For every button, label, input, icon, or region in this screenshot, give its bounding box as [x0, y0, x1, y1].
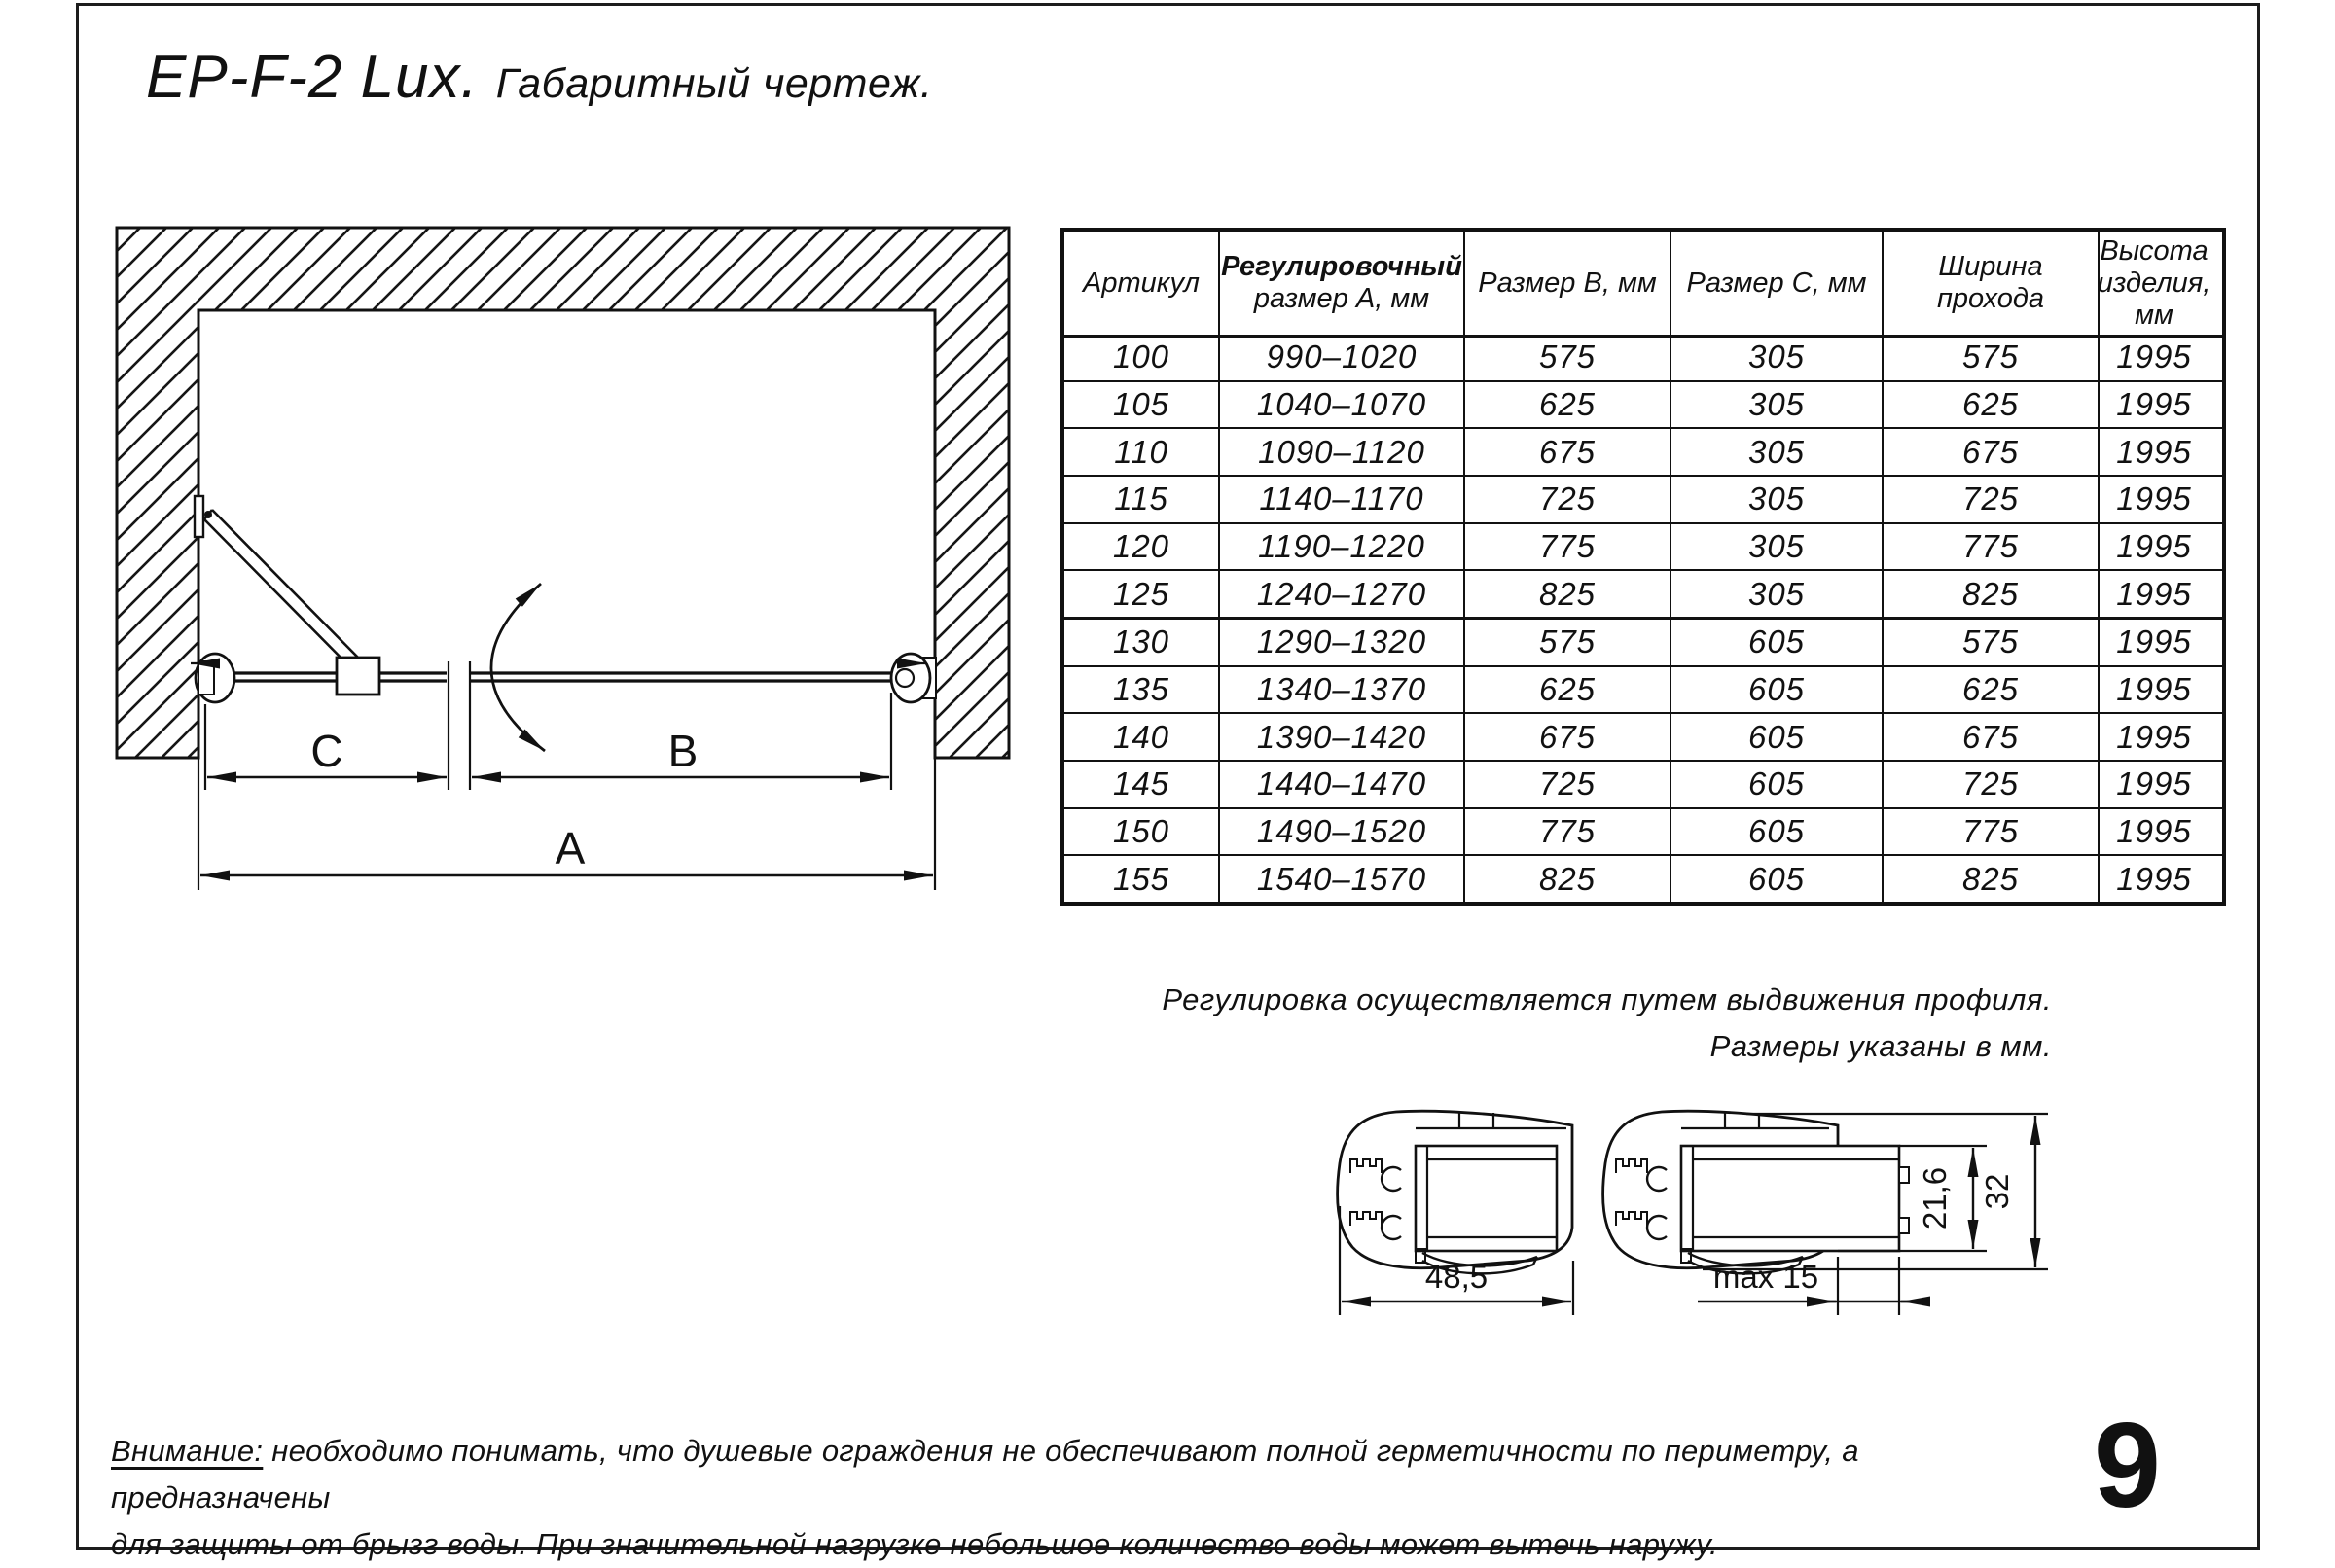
table-cell: 605 — [1670, 620, 1882, 665]
wall-hatch — [117, 228, 1009, 758]
table-cell: 1390–1420 — [1218, 714, 1463, 760]
table-cell: 1995 — [2098, 571, 2209, 617]
table-row — [1064, 335, 2222, 380]
table-cell: 140 — [1112, 718, 1170, 755]
table-cell: 1240–1270 — [1218, 571, 1463, 617]
door-glass-panel — [471, 673, 891, 681]
size-table-header — [1064, 232, 2222, 338]
table-cell: 1995 — [2098, 809, 2209, 855]
right-wall-profile — [891, 654, 936, 702]
header-product-height: Высота изделия, мм — [2098, 232, 2209, 335]
dimension-c — [207, 726, 447, 777]
table-cell: 825 — [1463, 571, 1670, 617]
profile-width-label: 48,5 — [1424, 1259, 1489, 1295]
table-cell: 115 — [1114, 481, 1168, 517]
table-cell: 625 — [1463, 667, 1670, 713]
table-cell: 305 — [1670, 477, 1882, 522]
dimension-profile-extension — [1698, 1257, 1930, 1315]
table-cell: 105 — [1112, 386, 1170, 422]
table-row — [1064, 760, 2222, 807]
table-row — [1064, 427, 2222, 475]
profile-section-extended — [1603, 1111, 1909, 1273]
table-cell: 125 — [1112, 575, 1170, 612]
model-name: EP-F-2 Lux. — [146, 44, 479, 111]
table-cell: 725 — [1463, 477, 1670, 522]
table-cell: 605 — [1670, 667, 1882, 713]
header-size-c: Размер С, мм — [1670, 232, 1882, 335]
table-cell: 1995 — [2098, 477, 2209, 522]
note-line: Размеры указаны в мм. — [1709, 1029, 2052, 1063]
table-cell: 1995 — [2098, 620, 2209, 665]
page-number: 9 — [2094, 1399, 2161, 1533]
table-cell: 150 — [1112, 813, 1170, 850]
table-cell: 1995 — [2098, 667, 2209, 713]
table-row — [1064, 522, 2222, 570]
table-cell: 775 — [1463, 524, 1670, 570]
table-cell: 775 — [1463, 809, 1670, 855]
table-cell: 625 — [1463, 382, 1670, 428]
table-cell: 625 — [1882, 382, 2098, 428]
table-cell: 305 — [1670, 429, 1882, 475]
table-cell: 605 — [1670, 762, 1882, 807]
table-cell: 1040–1070 — [1218, 382, 1463, 428]
table-cell: 305 — [1670, 571, 1882, 617]
profile-inner-height-label: 21,6 — [1917, 1166, 1953, 1230]
table-cell: 575 — [1463, 620, 1670, 665]
warning-label: Внимание: — [111, 1434, 264, 1468]
profile-extension-label: max 15 — [1712, 1259, 1819, 1295]
dimension-a — [200, 823, 933, 875]
table-cell: 825 — [1463, 856, 1670, 902]
header-size-a: Регулировочный размер А, мм — [1218, 232, 1463, 335]
table-cell: 1995 — [2098, 429, 2209, 475]
table-cell: 305 — [1670, 335, 1882, 380]
table-cell: 575 — [1882, 620, 2098, 665]
table-cell: 305 — [1670, 382, 1882, 428]
title-subtitle: Габаритный чертеж. — [495, 60, 933, 107]
table-cell: 1995 — [2098, 382, 2209, 428]
table-cell: 825 — [1882, 571, 2098, 617]
table-cell: 1190–1220 — [1218, 524, 1463, 570]
adjustment-notes — [1162, 977, 2052, 1070]
table-cell: 130 — [1112, 624, 1170, 660]
table-cell: 1995 — [2098, 335, 2209, 380]
table-cell: 725 — [1463, 762, 1670, 807]
table-cell: 1090–1120 — [1218, 429, 1463, 475]
table-cell: 1290–1320 — [1218, 620, 1463, 665]
dimension-b — [472, 726, 889, 777]
table-row — [1064, 712, 2222, 760]
table-cell: 725 — [1882, 477, 2098, 522]
table-cell: 675 — [1882, 429, 2098, 475]
header-passage-width: Ширина прохода — [1882, 232, 2098, 335]
warning-text: Внимание: необходимо понимать, что душевые ограждения не обеспечивают полной герметичности по периметру, а предназначены для защиты от брызг воды. При значительной нагрузке небольшое количество воды может вытечь наружу. — [111, 1434, 1859, 1561]
table-cell: 675 — [1882, 714, 2098, 760]
table-cell: 1340–1370 — [1218, 667, 1463, 713]
table-cell: 1995 — [2098, 524, 2209, 570]
table-cell: 1490–1520 — [1218, 809, 1463, 855]
niche-plan-drawing — [117, 228, 1009, 890]
table-cell: 575 — [1882, 335, 2098, 380]
table-cell: 775 — [1882, 524, 2098, 570]
table-row — [1064, 475, 2222, 522]
table-cell: 1995 — [2098, 714, 2209, 760]
table-cell: 1995 — [2098, 856, 2209, 902]
table-row — [1064, 617, 2222, 665]
table-row — [1064, 807, 2222, 855]
table-cell: 725 — [1882, 762, 2098, 807]
door-swing-arc — [491, 584, 545, 751]
dim-a-label: A — [555, 823, 586, 873]
table-row — [1064, 380, 2222, 428]
table-cell: 625 — [1882, 667, 2098, 713]
table-cell: 990–1020 — [1218, 335, 1463, 380]
table-cell: 575 — [1463, 335, 1670, 380]
table-cell: 1995 — [2098, 762, 2209, 807]
table-cell: 1540–1570 — [1218, 856, 1463, 902]
table-cell: 110 — [1114, 433, 1168, 470]
table-cell: 675 — [1463, 429, 1670, 475]
table-cell: 605 — [1670, 856, 1882, 902]
header-article: Артикул — [1083, 267, 1200, 299]
profile-section-closed — [1338, 1111, 1572, 1273]
dim-c-label: C — [310, 726, 343, 776]
table-cell: 135 — [1112, 671, 1170, 708]
table-cell: 775 — [1882, 809, 2098, 855]
header-size-b: Размер В, мм — [1463, 232, 1670, 335]
size-table-body — [1064, 335, 2222, 902]
table-row — [1064, 854, 2222, 902]
table-cell: 305 — [1670, 524, 1882, 570]
table-cell: 155 — [1112, 860, 1170, 897]
profile-outer-height-label: 32 — [1979, 1173, 2015, 1210]
table-cell: 605 — [1670, 714, 1882, 760]
table-cell: 1140–1170 — [1218, 477, 1463, 522]
table-cell: 825 — [1882, 856, 2098, 902]
glass-clamp — [337, 658, 379, 695]
table-cell: 1440–1470 — [1218, 762, 1463, 807]
table-cell: 100 — [1112, 339, 1170, 375]
table-cell: 675 — [1463, 714, 1670, 760]
dim-b-label: B — [667, 726, 699, 776]
table-cell: 120 — [1112, 528, 1170, 565]
table-row — [1064, 569, 2222, 617]
note-line: Регулировка осуществляется путем выдвижения профиля. — [1162, 982, 2052, 1016]
table-cell: 605 — [1670, 809, 1882, 855]
profile-sections — [1338, 1111, 2048, 1315]
table-cell: 145 — [1112, 766, 1170, 802]
table-row — [1064, 665, 2222, 713]
size-table — [1060, 228, 2226, 906]
